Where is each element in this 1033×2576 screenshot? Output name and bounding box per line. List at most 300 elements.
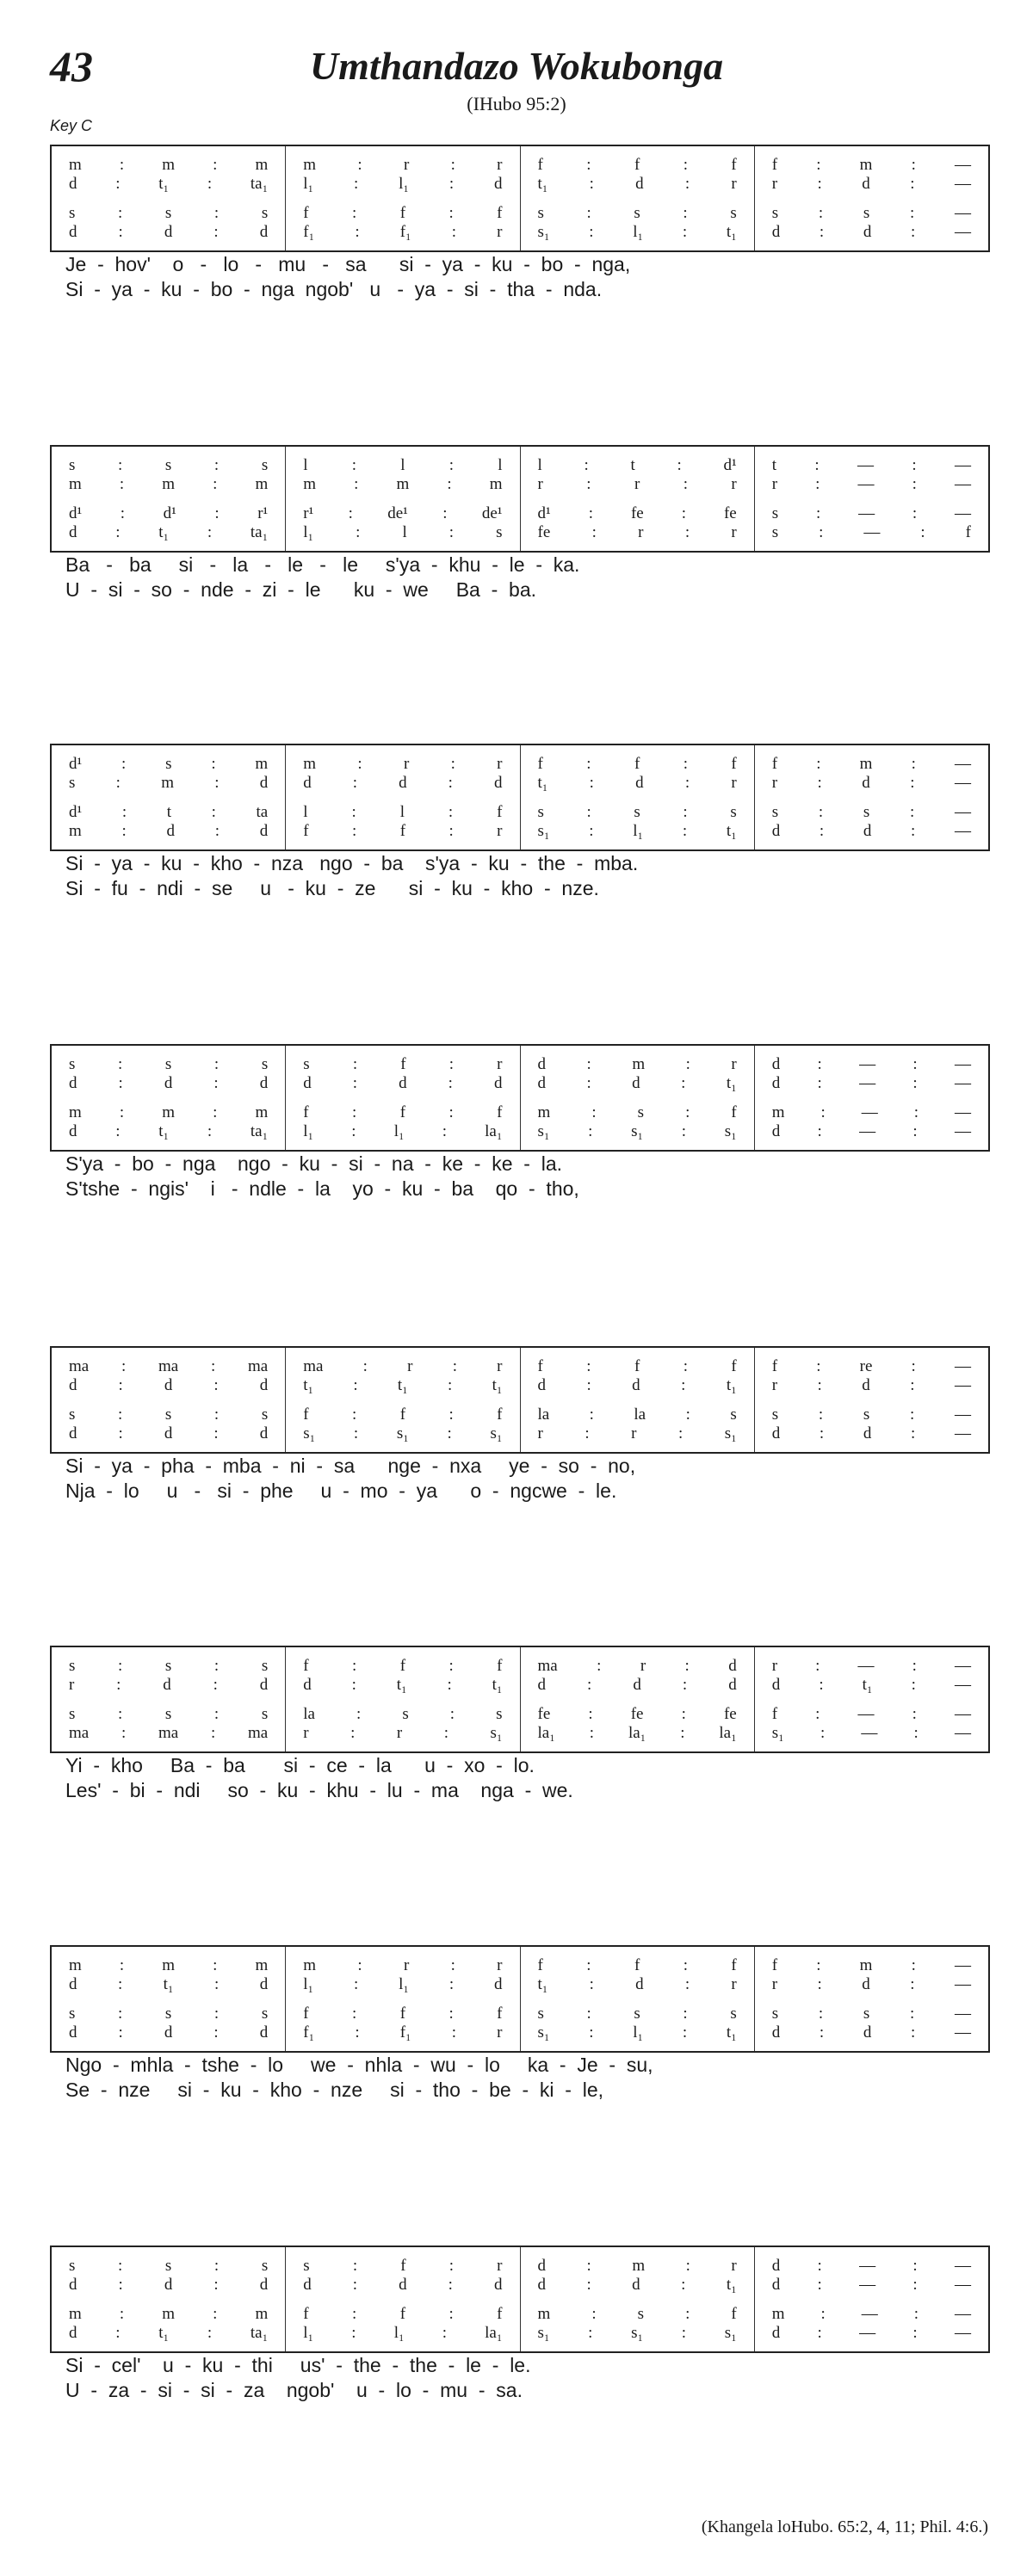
solfa-note: s bbox=[261, 455, 269, 474]
solfa-voice-line bbox=[303, 504, 502, 523]
beat-separator: : bbox=[357, 754, 362, 773]
solfa-note: r bbox=[771, 1974, 778, 1993]
beat-separator: : bbox=[912, 1073, 918, 1092]
solfa-note: fe bbox=[630, 503, 644, 522]
solfa-note: ma bbox=[248, 1723, 269, 1742]
solfa-note: — bbox=[859, 1054, 876, 1073]
beat-separator: : bbox=[586, 2256, 591, 2275]
solfa-note: f bbox=[399, 1103, 406, 1121]
solfa-voice-line bbox=[772, 803, 971, 822]
solfa-note: s bbox=[863, 802, 870, 821]
beat-separator: : bbox=[115, 2323, 121, 2342]
solfa-note: m bbox=[255, 155, 269, 174]
beat-separator: : bbox=[677, 1424, 684, 1442]
solfa-note: s bbox=[261, 203, 269, 222]
solfa-note: f bbox=[771, 1704, 778, 1723]
beat-separator: : bbox=[117, 1974, 123, 1993]
solfa-note: s bbox=[771, 2004, 779, 2023]
beat-separator: : bbox=[681, 1073, 686, 1092]
measure bbox=[52, 146, 286, 250]
beat-separator: : bbox=[817, 773, 822, 792]
solfa-note: l₁ bbox=[399, 1974, 410, 1993]
solfa-note: l bbox=[303, 455, 308, 474]
solfa-note: t₁ bbox=[726, 2023, 737, 2042]
solfa-note: d bbox=[771, 821, 781, 840]
solfa-voice-line bbox=[538, 2305, 737, 2324]
beat-separator: : bbox=[118, 2004, 123, 2023]
solfa-voice-line bbox=[772, 1357, 971, 1376]
beat-separator: : bbox=[448, 174, 455, 193]
solfa-note: f bbox=[731, 1356, 737, 1375]
solfa-note: — bbox=[863, 522, 881, 541]
stanza bbox=[50, 1945, 990, 2103]
solfa-voice-line bbox=[69, 523, 268, 542]
solfa-note: — bbox=[955, 2323, 971, 2342]
beat-separator: : bbox=[352, 2004, 357, 2023]
solfa-note: — bbox=[955, 2023, 971, 2042]
solfa-voice-line bbox=[303, 1724, 502, 1743]
beat-separator: : bbox=[597, 1656, 602, 1675]
beat-separator: : bbox=[912, 2256, 918, 2275]
solfa-voice-line bbox=[303, 1705, 502, 1724]
solfa-note: d bbox=[164, 1424, 173, 1442]
solfa-note: la bbox=[634, 1405, 646, 1424]
solfa-note: s₁ bbox=[490, 1723, 503, 1742]
solfa-note: r bbox=[403, 754, 410, 773]
beat-separator: : bbox=[589, 222, 594, 241]
beat-separator: : bbox=[213, 1675, 218, 1694]
beat-separator: : bbox=[207, 2323, 213, 2342]
solfa-note: s bbox=[634, 2004, 640, 2023]
solfa-note: r bbox=[640, 1656, 646, 1675]
solfa-note: m bbox=[537, 1103, 551, 1121]
solfa-note: m bbox=[162, 155, 175, 174]
measure bbox=[755, 745, 988, 849]
solfa-note: r bbox=[303, 1723, 309, 1742]
beat-separator: : bbox=[119, 1103, 125, 1121]
solfa-note: s bbox=[771, 503, 779, 522]
beat-separator: : bbox=[118, 203, 123, 222]
beat-separator: : bbox=[682, 222, 688, 241]
solfa-voice-line bbox=[69, 1956, 268, 1975]
beat-separator: : bbox=[683, 1356, 688, 1375]
beat-separator: : bbox=[814, 455, 820, 474]
beat-separator: : bbox=[118, 2275, 123, 2294]
solfa-note: d bbox=[862, 773, 870, 792]
solfa-note: t₁ bbox=[492, 1375, 503, 1394]
beat-separator: : bbox=[447, 1424, 452, 1442]
lyric-line: Se - nze si - ku - kho - nze si - tho - be - ki - le, bbox=[65, 2079, 604, 2101]
solfa-note: s bbox=[69, 1656, 76, 1675]
beat-separator: : bbox=[586, 1356, 591, 1375]
beat-separator: : bbox=[685, 2256, 690, 2275]
solfa-note: d bbox=[69, 1073, 77, 1092]
solfa-voice-line bbox=[303, 1676, 502, 1695]
solfa-note: d bbox=[69, 174, 77, 193]
solfa-note: s bbox=[634, 203, 640, 222]
solfa-note: r bbox=[771, 1375, 778, 1394]
solfa-note: s bbox=[771, 522, 779, 541]
solfa-note: r bbox=[771, 474, 778, 493]
solfa-voice-line bbox=[303, 1122, 502, 1141]
solfa-note: f bbox=[497, 203, 503, 222]
solfa-note: s bbox=[771, 1405, 779, 1424]
solfa-note: s bbox=[303, 2256, 310, 2275]
solfa-note: m bbox=[303, 474, 317, 493]
solfa-note: s₁ bbox=[490, 1424, 503, 1442]
beat-separator: : bbox=[357, 155, 362, 174]
solfa-voice-line bbox=[772, 2276, 971, 2295]
solfa-voice-line bbox=[69, 822, 268, 841]
solfa-note: s bbox=[164, 1054, 172, 1073]
lyric-line: S'tshe - ngis' i - ndle - la yo - ku - ba qo - tho, bbox=[65, 1177, 579, 1200]
solfa-voice-line bbox=[303, 1074, 502, 1093]
solfa-note: d bbox=[69, 1375, 77, 1394]
solfa-note: d bbox=[259, 2275, 269, 2294]
solfa-note: — bbox=[954, 174, 971, 193]
solfa-note: t₁ bbox=[726, 2275, 737, 2294]
beat-separator: : bbox=[448, 1405, 454, 1424]
beat-separator: : bbox=[448, 2275, 453, 2294]
solfa-note: s₁ bbox=[631, 2323, 644, 2342]
solfa-note: d bbox=[537, 2256, 546, 2275]
solfa-voice-line bbox=[69, 1122, 268, 1141]
stanza bbox=[50, 1646, 990, 1803]
notation-staff bbox=[50, 1044, 990, 1152]
beat-separator: : bbox=[118, 1054, 123, 1073]
solfa-voice-line bbox=[69, 475, 268, 494]
solfa-note: ma bbox=[248, 1356, 269, 1375]
beat-separator: : bbox=[910, 203, 915, 222]
solfa-voice-line bbox=[69, 1657, 268, 1676]
solfa-voice-line bbox=[303, 156, 502, 175]
solfa-note: s bbox=[771, 802, 779, 821]
solfa-note: r bbox=[497, 754, 503, 773]
solfa-note: f bbox=[497, 1405, 503, 1424]
beat-separator: : bbox=[355, 222, 360, 241]
solfa-note: f bbox=[303, 203, 309, 222]
solfa-note: d bbox=[537, 2275, 546, 2294]
beat-separator: : bbox=[680, 1723, 685, 1742]
solfa-note: m bbox=[162, 1103, 175, 1121]
solfa-note: — bbox=[955, 1424, 971, 1442]
beat-separator: : bbox=[207, 1121, 213, 1140]
solfa-note: ta₁ bbox=[250, 174, 269, 193]
solfa-voice-line bbox=[538, 1055, 737, 1074]
solfa-note: t bbox=[771, 455, 777, 474]
beat-separator: : bbox=[115, 1121, 121, 1140]
beat-separator: : bbox=[816, 754, 821, 773]
beat-separator: : bbox=[591, 522, 597, 541]
beat-separator: : bbox=[818, 1405, 824, 1424]
solfa-note: d bbox=[303, 1675, 312, 1694]
beat-separator: : bbox=[211, 754, 216, 773]
solfa-note: s bbox=[261, 1704, 269, 1723]
solfa-voice-line bbox=[303, 822, 502, 841]
solfa-note: — bbox=[954, 1723, 971, 1742]
solfa-voice-line bbox=[538, 1705, 737, 1724]
solfa-note: d bbox=[862, 1375, 870, 1394]
solfa-note: l bbox=[303, 802, 308, 821]
beat-separator: : bbox=[817, 1375, 822, 1394]
beat-separator: : bbox=[920, 522, 925, 541]
beat-separator: : bbox=[350, 1723, 356, 1742]
stanza bbox=[50, 1044, 990, 1202]
solfa-voice-line bbox=[772, 204, 971, 223]
measure bbox=[52, 1647, 286, 1751]
solfa-voice-line bbox=[538, 2023, 737, 2042]
solfa-note: m bbox=[69, 155, 82, 174]
solfa-note: ta₁ bbox=[250, 1121, 269, 1140]
solfa-note: s bbox=[69, 203, 76, 222]
beat-separator: : bbox=[817, 1054, 822, 1073]
solfa-note: f₁ bbox=[303, 222, 315, 241]
solfa-note: d bbox=[259, 222, 269, 241]
solfa-voice-line bbox=[303, 2276, 502, 2295]
solfa-note: d bbox=[863, 821, 872, 840]
solfa-note: d bbox=[303, 1073, 312, 1092]
solfa-note: d bbox=[303, 2275, 312, 2294]
solfa-voice-line bbox=[303, 1975, 502, 1994]
solfa-note: t₁ bbox=[726, 1375, 737, 1394]
solfa-note: s₁ bbox=[537, 2323, 550, 2342]
notation-staff bbox=[50, 145, 990, 252]
beat-separator: : bbox=[588, 1121, 593, 1140]
solfa-note: — bbox=[954, 1375, 971, 1394]
solfa-note: l bbox=[402, 522, 407, 541]
solfa-note: d bbox=[259, 1974, 269, 1993]
beat-separator: : bbox=[213, 2304, 218, 2323]
solfa-note: — bbox=[858, 503, 875, 522]
solfa-note: s bbox=[164, 1656, 172, 1675]
solfa-note: s₁ bbox=[303, 1424, 316, 1442]
beat-separator: : bbox=[450, 1955, 455, 1974]
solfa-note: t₁ bbox=[158, 174, 170, 193]
beat-separator: : bbox=[450, 754, 455, 773]
solfa-note: s₁ bbox=[724, 1121, 737, 1140]
solfa-note: m bbox=[859, 754, 873, 773]
solfa-note: s bbox=[261, 2004, 269, 2023]
solfa-note: ma bbox=[303, 1356, 324, 1375]
beat-separator: : bbox=[448, 1375, 453, 1394]
solfa-note: la₁ bbox=[537, 1723, 555, 1742]
solfa-note: r bbox=[631, 1424, 637, 1442]
beat-separator: : bbox=[677, 455, 682, 474]
solfa-note: r¹ bbox=[257, 503, 269, 522]
solfa-voice-line bbox=[538, 1074, 737, 1093]
beat-separator: : bbox=[817, 1073, 822, 1092]
solfa-note: t₁ bbox=[492, 1675, 503, 1694]
beat-separator: : bbox=[448, 1073, 453, 1092]
beat-separator: : bbox=[587, 1675, 592, 1694]
solfa-note: ma bbox=[537, 1656, 558, 1675]
solfa-note: f bbox=[497, 802, 503, 821]
solfa-note: l bbox=[537, 455, 542, 474]
beat-separator: : bbox=[684, 773, 690, 792]
solfa-note: d bbox=[494, 1974, 503, 1993]
solfa-note: m bbox=[69, 821, 82, 840]
beat-separator: : bbox=[354, 1974, 359, 1993]
beat-separator: : bbox=[818, 802, 824, 821]
solfa-note: la bbox=[537, 1405, 550, 1424]
beat-separator: : bbox=[116, 1675, 121, 1694]
beat-separator: : bbox=[912, 503, 918, 522]
solfa-note: d bbox=[494, 1073, 503, 1092]
solfa-note: — bbox=[954, 773, 971, 792]
beat-separator: : bbox=[819, 222, 825, 241]
solfa-voice-line bbox=[69, 1103, 268, 1122]
solfa-voice-line bbox=[772, 456, 971, 475]
solfa-note: f bbox=[303, 2004, 309, 2023]
solfa-note: — bbox=[955, 1073, 971, 1092]
beat-separator: : bbox=[121, 821, 127, 840]
solfa-note: d bbox=[632, 1375, 640, 1394]
solfa-note: r bbox=[403, 155, 410, 174]
solfa-voice-line bbox=[69, 755, 268, 774]
solfa-note: ma bbox=[69, 1723, 90, 1742]
beat-separator: : bbox=[118, 222, 123, 241]
beat-separator: : bbox=[351, 2323, 356, 2342]
beat-separator: : bbox=[589, 174, 594, 193]
solfa-voice-line bbox=[303, 1376, 502, 1395]
solfa-note: s bbox=[164, 2256, 172, 2275]
beat-separator: : bbox=[818, 203, 824, 222]
solfa-note: — bbox=[955, 1121, 971, 1140]
beat-separator: : bbox=[586, 802, 591, 821]
solfa-voice-line bbox=[538, 1676, 737, 1695]
solfa-voice-line bbox=[538, 2257, 737, 2276]
solfa-note: s bbox=[69, 2004, 76, 2023]
beat-separator: : bbox=[683, 2004, 688, 2023]
measure bbox=[521, 1947, 755, 2051]
solfa-note: s bbox=[164, 1704, 172, 1723]
solfa-note: d bbox=[69, 2323, 77, 2342]
notation-staff bbox=[50, 744, 990, 851]
solfa-note: f bbox=[399, 1405, 406, 1424]
solfa-note: s₁ bbox=[724, 1424, 737, 1442]
solfa-note: — bbox=[857, 455, 874, 474]
beat-separator: : bbox=[448, 802, 454, 821]
stanza bbox=[50, 145, 990, 302]
beat-separator: : bbox=[443, 1723, 448, 1742]
solfa-voice-line bbox=[303, 2023, 502, 2042]
solfa-note: t₁ bbox=[726, 222, 737, 241]
solfa-note: d bbox=[771, 2323, 781, 2342]
beat-separator: : bbox=[121, 754, 127, 773]
solfa-note: d bbox=[163, 1675, 171, 1694]
measure bbox=[755, 1647, 988, 1751]
lyric-line: Nja - lo u - si - phe u - mo - ya o - ngcwe - le. bbox=[65, 1480, 617, 1502]
solfa-note: l₁ bbox=[303, 174, 314, 193]
solfa-voice-line bbox=[772, 1424, 971, 1443]
solfa-note: f bbox=[303, 1656, 309, 1675]
solfa-note: — bbox=[954, 1356, 971, 1375]
lyric-line: Si - cel' u - ku - thi us' - the - the - le - le. bbox=[65, 2354, 531, 2376]
solfa-voice-line bbox=[303, 1103, 502, 1122]
solfa-voice-line bbox=[538, 755, 737, 774]
solfa-note: m bbox=[771, 1103, 785, 1121]
solfa-note: d bbox=[771, 2256, 781, 2275]
beat-separator: : bbox=[681, 503, 686, 522]
solfa-note: f bbox=[634, 155, 640, 174]
solfa-note: t₁ bbox=[396, 1675, 407, 1694]
beat-separator: : bbox=[586, 1073, 591, 1092]
solfa-note: s bbox=[164, 203, 172, 222]
solfa-note: d bbox=[537, 1675, 546, 1694]
beat-separator: : bbox=[589, 1974, 594, 1993]
solfa-note: — bbox=[857, 474, 875, 493]
solfa-note: — bbox=[861, 1723, 878, 1742]
solfa-note: f bbox=[731, 754, 737, 773]
key-signature: Key C bbox=[50, 117, 93, 134]
measure bbox=[521, 745, 755, 849]
solfa-note: m bbox=[162, 1955, 175, 1974]
beat-separator: : bbox=[819, 522, 824, 541]
measure bbox=[52, 1046, 286, 1150]
lyric-line: Je - hov' o - lo - mu - sa si - ya - ku - bo - nga, bbox=[65, 253, 631, 275]
solfa-voice-line bbox=[772, 175, 971, 194]
solfa-note: l₁ bbox=[633, 222, 644, 241]
beat-separator: : bbox=[121, 802, 127, 821]
beat-separator: : bbox=[118, 2256, 123, 2275]
solfa-note: m bbox=[303, 1955, 317, 1974]
solfa-note: — bbox=[955, 2004, 971, 2023]
beat-separator: : bbox=[912, 1656, 917, 1675]
beat-separator: : bbox=[911, 821, 916, 840]
solfa-note: r bbox=[537, 474, 543, 493]
solfa-note: ta₁ bbox=[250, 2323, 269, 2342]
solfa-note: s₁ bbox=[724, 2323, 737, 2342]
measure bbox=[521, 1046, 755, 1150]
measure bbox=[755, 1348, 988, 1452]
solfa-note: s bbox=[537, 802, 544, 821]
beat-separator: : bbox=[448, 1974, 455, 1993]
solfa-voice-line bbox=[772, 822, 971, 841]
solfa-voice-line bbox=[772, 1975, 971, 1994]
solfa-note: s bbox=[496, 522, 503, 541]
solfa-note: f bbox=[497, 2004, 503, 2023]
beat-separator: : bbox=[352, 2275, 358, 2294]
solfa-voice-line bbox=[303, 2257, 502, 2276]
beat-separator: : bbox=[910, 174, 915, 193]
solfa-note: r bbox=[731, 174, 737, 193]
solfa-note: d bbox=[862, 174, 870, 193]
beat-separator: : bbox=[213, 1424, 219, 1442]
solfa-note: s bbox=[69, 455, 76, 474]
solfa-note: d bbox=[728, 1675, 737, 1694]
beat-separator: : bbox=[819, 2023, 825, 2042]
solfa-note: m bbox=[303, 754, 317, 773]
beat-separator: : bbox=[586, 2004, 591, 2023]
solfa-note: f bbox=[731, 1103, 737, 1121]
solfa-voice-line bbox=[69, 1055, 268, 1074]
solfa-voice-line bbox=[538, 2005, 737, 2023]
beat-separator: : bbox=[207, 174, 213, 193]
measure bbox=[286, 1647, 520, 1751]
measure bbox=[755, 1046, 988, 1150]
solfa-voice-line bbox=[303, 1657, 502, 1676]
solfa-voice-line bbox=[538, 1103, 737, 1122]
solfa-note: r bbox=[537, 1424, 543, 1442]
solfa-note: r bbox=[771, 773, 778, 792]
solfa-note: m bbox=[69, 1955, 82, 1974]
beat-separator: : bbox=[588, 2323, 593, 2342]
beat-separator: : bbox=[911, 222, 916, 241]
measure bbox=[286, 2247, 520, 2351]
solfa-note: s bbox=[537, 203, 544, 222]
solfa-note: t₁ bbox=[862, 1675, 873, 1694]
beat-separator: : bbox=[121, 1723, 127, 1742]
